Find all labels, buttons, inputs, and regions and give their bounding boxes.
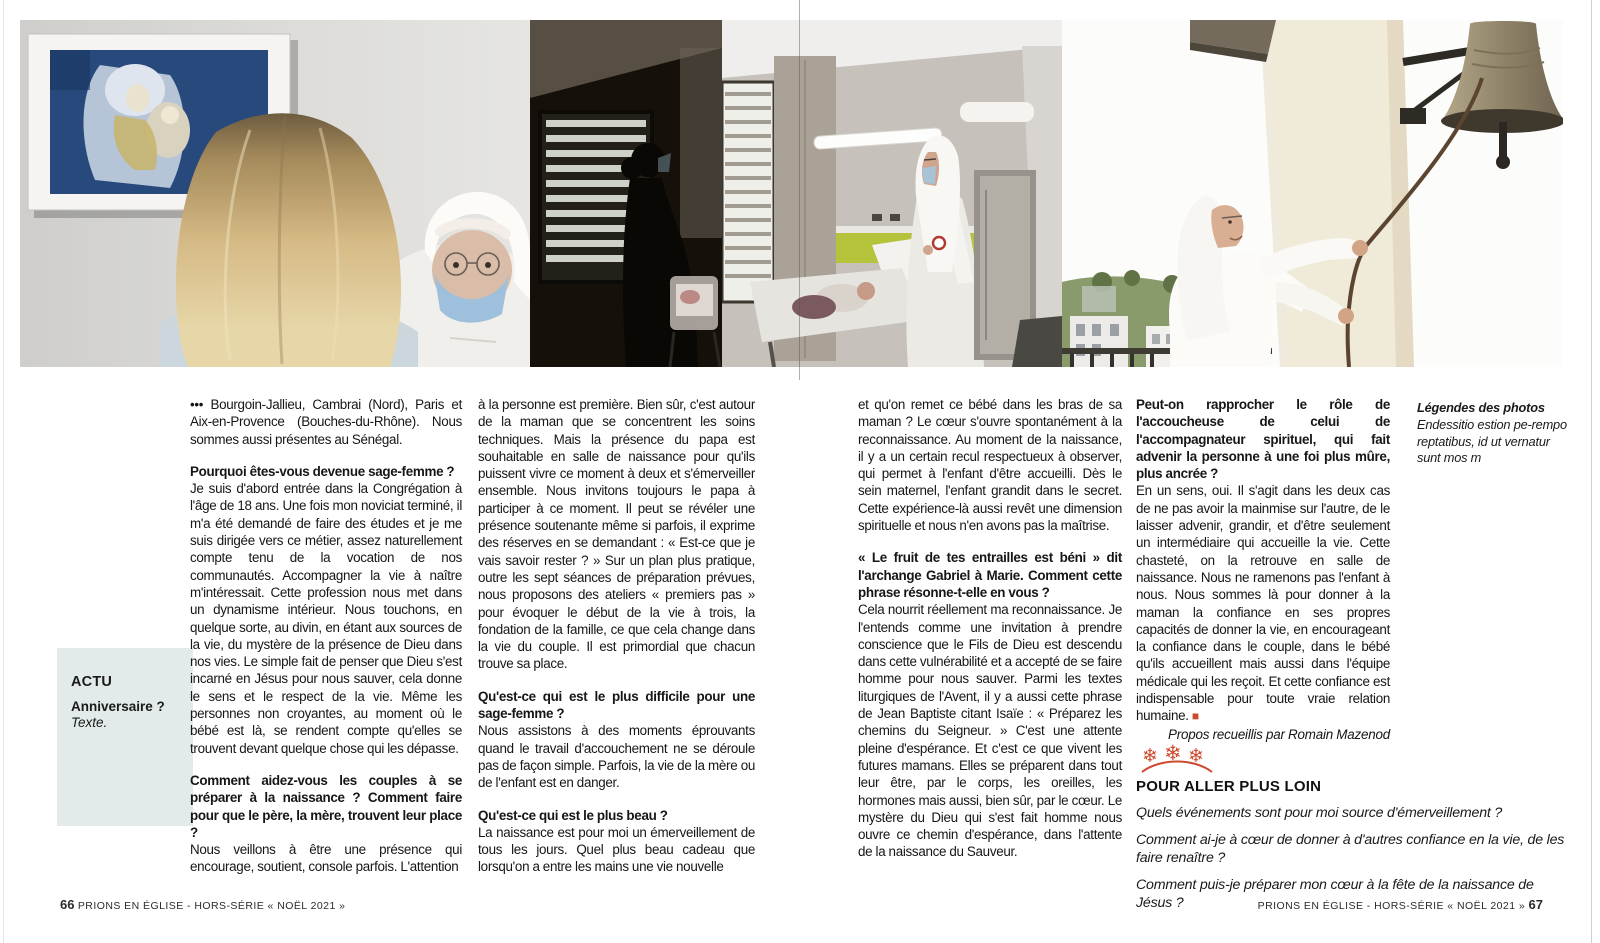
captions-body: Endessitio estion pe-rempo reptatibus, id ut vernatur sunt mos m (1417, 416, 1567, 466)
svg-text:❄: ❄ (1142, 745, 1158, 767)
qa-answer: à la personne est première. Bien sûr, c'est autour de la maman que se concentrent les soins techniques. Mais la présence du papa est souhaitable en salle de naissance pour qu'ils puissent vivre ce moment à deux et s'émerveiller ensemble. Nous invitons toujours le papa à participer à ce moment. Il peut se révéler une présence soutenante même si parfois, il exprime des réserves en se demandant : « Est-ce que je vais savoir rester ? » Sur un plan plus pratique, outre les sept séances de préparation prévues, nous proposons des ateliers « premiers pas » pour évoquer le début de la vie à trois, la fondation de la famille, ce que cela change dans la vie du couple. Il est primordial que chacun trouve sa place. (478, 397, 755, 672)
further-question: Comment puis-je préparer mon cœur à la fête de la naissance de Jésus ? (1136, 877, 1534, 911)
article-column-4 (1136, 396, 1390, 743)
photo-bell-art (1062, 20, 1563, 367)
qa-question: Peut-on rapprocher le rôle de l'accoucheuse de celui de l'accompagnateur spirituel, qui fait advenir la personne à une foi plus mûre, plus ancrée ? (1136, 397, 1390, 482)
snowflakes-ornament-icon (1138, 738, 1216, 774)
qa-answer: Nous veillons à être une présence qui encourage, soutient, console parfois. L'attention (190, 842, 462, 875)
photo-pregnant-silhouette-art (530, 20, 722, 367)
qa-answer: Cela nourrit réellement ma reconnaissance. Je l'entends comme une invitation à prendre conscience que le Fils de Dieu est descendu dans cette vulnérabilité et a accepté de se faire homme pour nous sauver. Parmi les textes liturgiques de l'Avent, il y a aussi cette phrase de Jean Baptiste citant Isaïe : « Préparez les chemins du Seigneur. » C'est une attente pleine d'espérance. Et c'est ce que vivent les futures mamans. Elles se préparent dans tout leur être, par le corps, les oreilles, les hormones mais aussi, bien sûr, par le cœur. Le mystère du Dieu qui s'est fait homme nous ouvre ce chemin d'espérance, dans l'attente de la naissance du Sauveur. (858, 602, 1122, 860)
further-question: Quels événements sont pour moi source d'émerveillement ? (1136, 805, 1503, 821)
article-column-3 (858, 396, 1122, 861)
page-edge-left (3, 0, 4, 943)
qa-answer: Je suis d'abord entrée dans la Congrégation à l'âge de 18 ans. Une fois mon noviciat terminé, il m'a été demandé de faire des études et je me suis dirigée vers ce métier, assez naturellement compte tenu de la vocation de nos communautés. Accompagner la vie à naître m'intéressait. Cette profession nous met dans un dynamisme intérieur. Nous touchons, en quelque sorte, au divin, en étant aux sources de la vie, du mystère de la présence de Dieu dans nos vies. Le simple fait de penser que Dieu s'est incarné en Jésus pour nous sauver, cela donne le sens et le respect de la vie. Même les personnes non croyantes, au moment où le bébé est là, se rendent compte qu'elles se trouvent devant quelque chose qui les dépasse. (190, 481, 462, 756)
further-question: Comment ai-je à cœur de donner à d'autres confiance en la vie, de les faire renaître ? (1136, 832, 1565, 866)
captions-title: Légendes des photos (1417, 400, 1545, 415)
photo-nun-ringing-bell (1062, 20, 1563, 367)
footer-right-text: PRIONS EN ÉGLISE - HORS-SÉRIE « NOËL 2021 » (1257, 900, 1526, 912)
actu-title: Anniversaire ? (71, 699, 165, 714)
ac-unit (960, 102, 1034, 122)
qa-question: Pourquoi êtes-vous devenue sage-femme ? (190, 463, 455, 479)
svg-text:❄: ❄ (1188, 745, 1204, 767)
qa-question: Qu'est-ce qui est le plus beau ? (478, 807, 668, 823)
qa-question: Comment aidez-vous les couples à se préparer à la naissance ? Comment faire pour que le père, la mère, trouvent leur place ? (190, 772, 462, 840)
svg-text:❄: ❄ (1164, 741, 1182, 765)
chair (1012, 316, 1062, 367)
photo-hospital-room-art (722, 20, 1062, 367)
window-blinds (722, 82, 774, 302)
photo-hospital-room-newborn (722, 20, 1062, 367)
page-number-left: 66 (60, 897, 75, 912)
end-mark-square: ■ (1191, 709, 1200, 724)
qa-answer-text: En un sens, oui. Il s'agit dans les deux cas de ne pas avoir la mainmise sur l'autre, de le laisser advenir, grandir, et d'être seulement un intermédiaire qui accueille la vie. Cette chasteté, on la retrouve en salle de naissance. Nous ne ramenons pas l'enfant à nous. Nous sommes là pour donner à la maman la confiance en ses propres capacités de donner la vie, en encourageant la confiance dans le couple, dans le bébé qu'ils accueillent mais aussi dans l'équipe médicale qui les reçoit. Et cette confiance est indispensable pour toute vraie relation humaine. (1136, 483, 1390, 724)
qa-answer: Nous assistons à des moments éprouvants quand le travail d'accouchement ne se déroule pas de façon simple. Parfois, la vie de la mère ou de l'enfant est en danger. (478, 723, 755, 791)
actu-kicker: ACTU (71, 674, 113, 690)
photo-pregnant-silhouette (530, 20, 722, 367)
footer-right (1258, 897, 1543, 912)
footer-left-text: PRIONS EN ÉGLISE - HORS-SÉRIE « NOËL 2021 » (77, 900, 346, 912)
photo-captions-note (1417, 400, 1567, 467)
qa-answer: et qu'on remet ce bébé dans les bras de sa maman ? Le cœur s'ouvre spontanément à la reconnaissance. Au moment de la naissance, il y a un certain recul respectueux à observer, qui permet à l'enfant d'être accueilli. Dès le sein maternel, l'enfant grandit dans le secret. Cette expérience-là aussi revêt une dimension spirituelle et nous n'en avons pas la maîtrise. (858, 397, 1122, 534)
page-number-right: 67 (1528, 897, 1543, 912)
photo-midwife-consultation-art (20, 20, 530, 367)
further-title: POUR ALLER PLUS LOIN (1136, 778, 1322, 795)
further-section (1136, 738, 1572, 912)
actu-box (57, 648, 193, 826)
qa-question: Qu'est-ce qui est le plus difficile pour une sage-femme ? (478, 688, 755, 722)
photo-midwife-consultation (20, 20, 530, 367)
qa-answer (1136, 482, 1390, 725)
article-column-1 (190, 396, 462, 876)
qa-answer: La naissance est pour moi un émerveillement de tous les jours. Quel plus beau cadeau que lorsqu'on a entre les mains une vie nouvelle (478, 824, 755, 875)
page-edge-right (1591, 0, 1592, 943)
actu-subtitle: Texte. (71, 715, 108, 730)
qa-question: « Le fruit de tes entrailles est béni » dit l'archange Gabriel à Marie. Comment cette phrase résonne-t-elle en vous ? (858, 550, 1122, 600)
page-gutter-line (799, 0, 800, 380)
lead-continuation: ••• Bourgoin-Jallieu, Cambrai (Nord), Paris et Aix-en-Provence (Bouches-du-Rhône). Nous sommes aussi présentes au Sénégal. (190, 397, 462, 447)
article-column-2 (478, 396, 755, 876)
byline: Propos recueillis par Romain Mazenod (1168, 726, 1390, 742)
footer-left (60, 897, 345, 912)
